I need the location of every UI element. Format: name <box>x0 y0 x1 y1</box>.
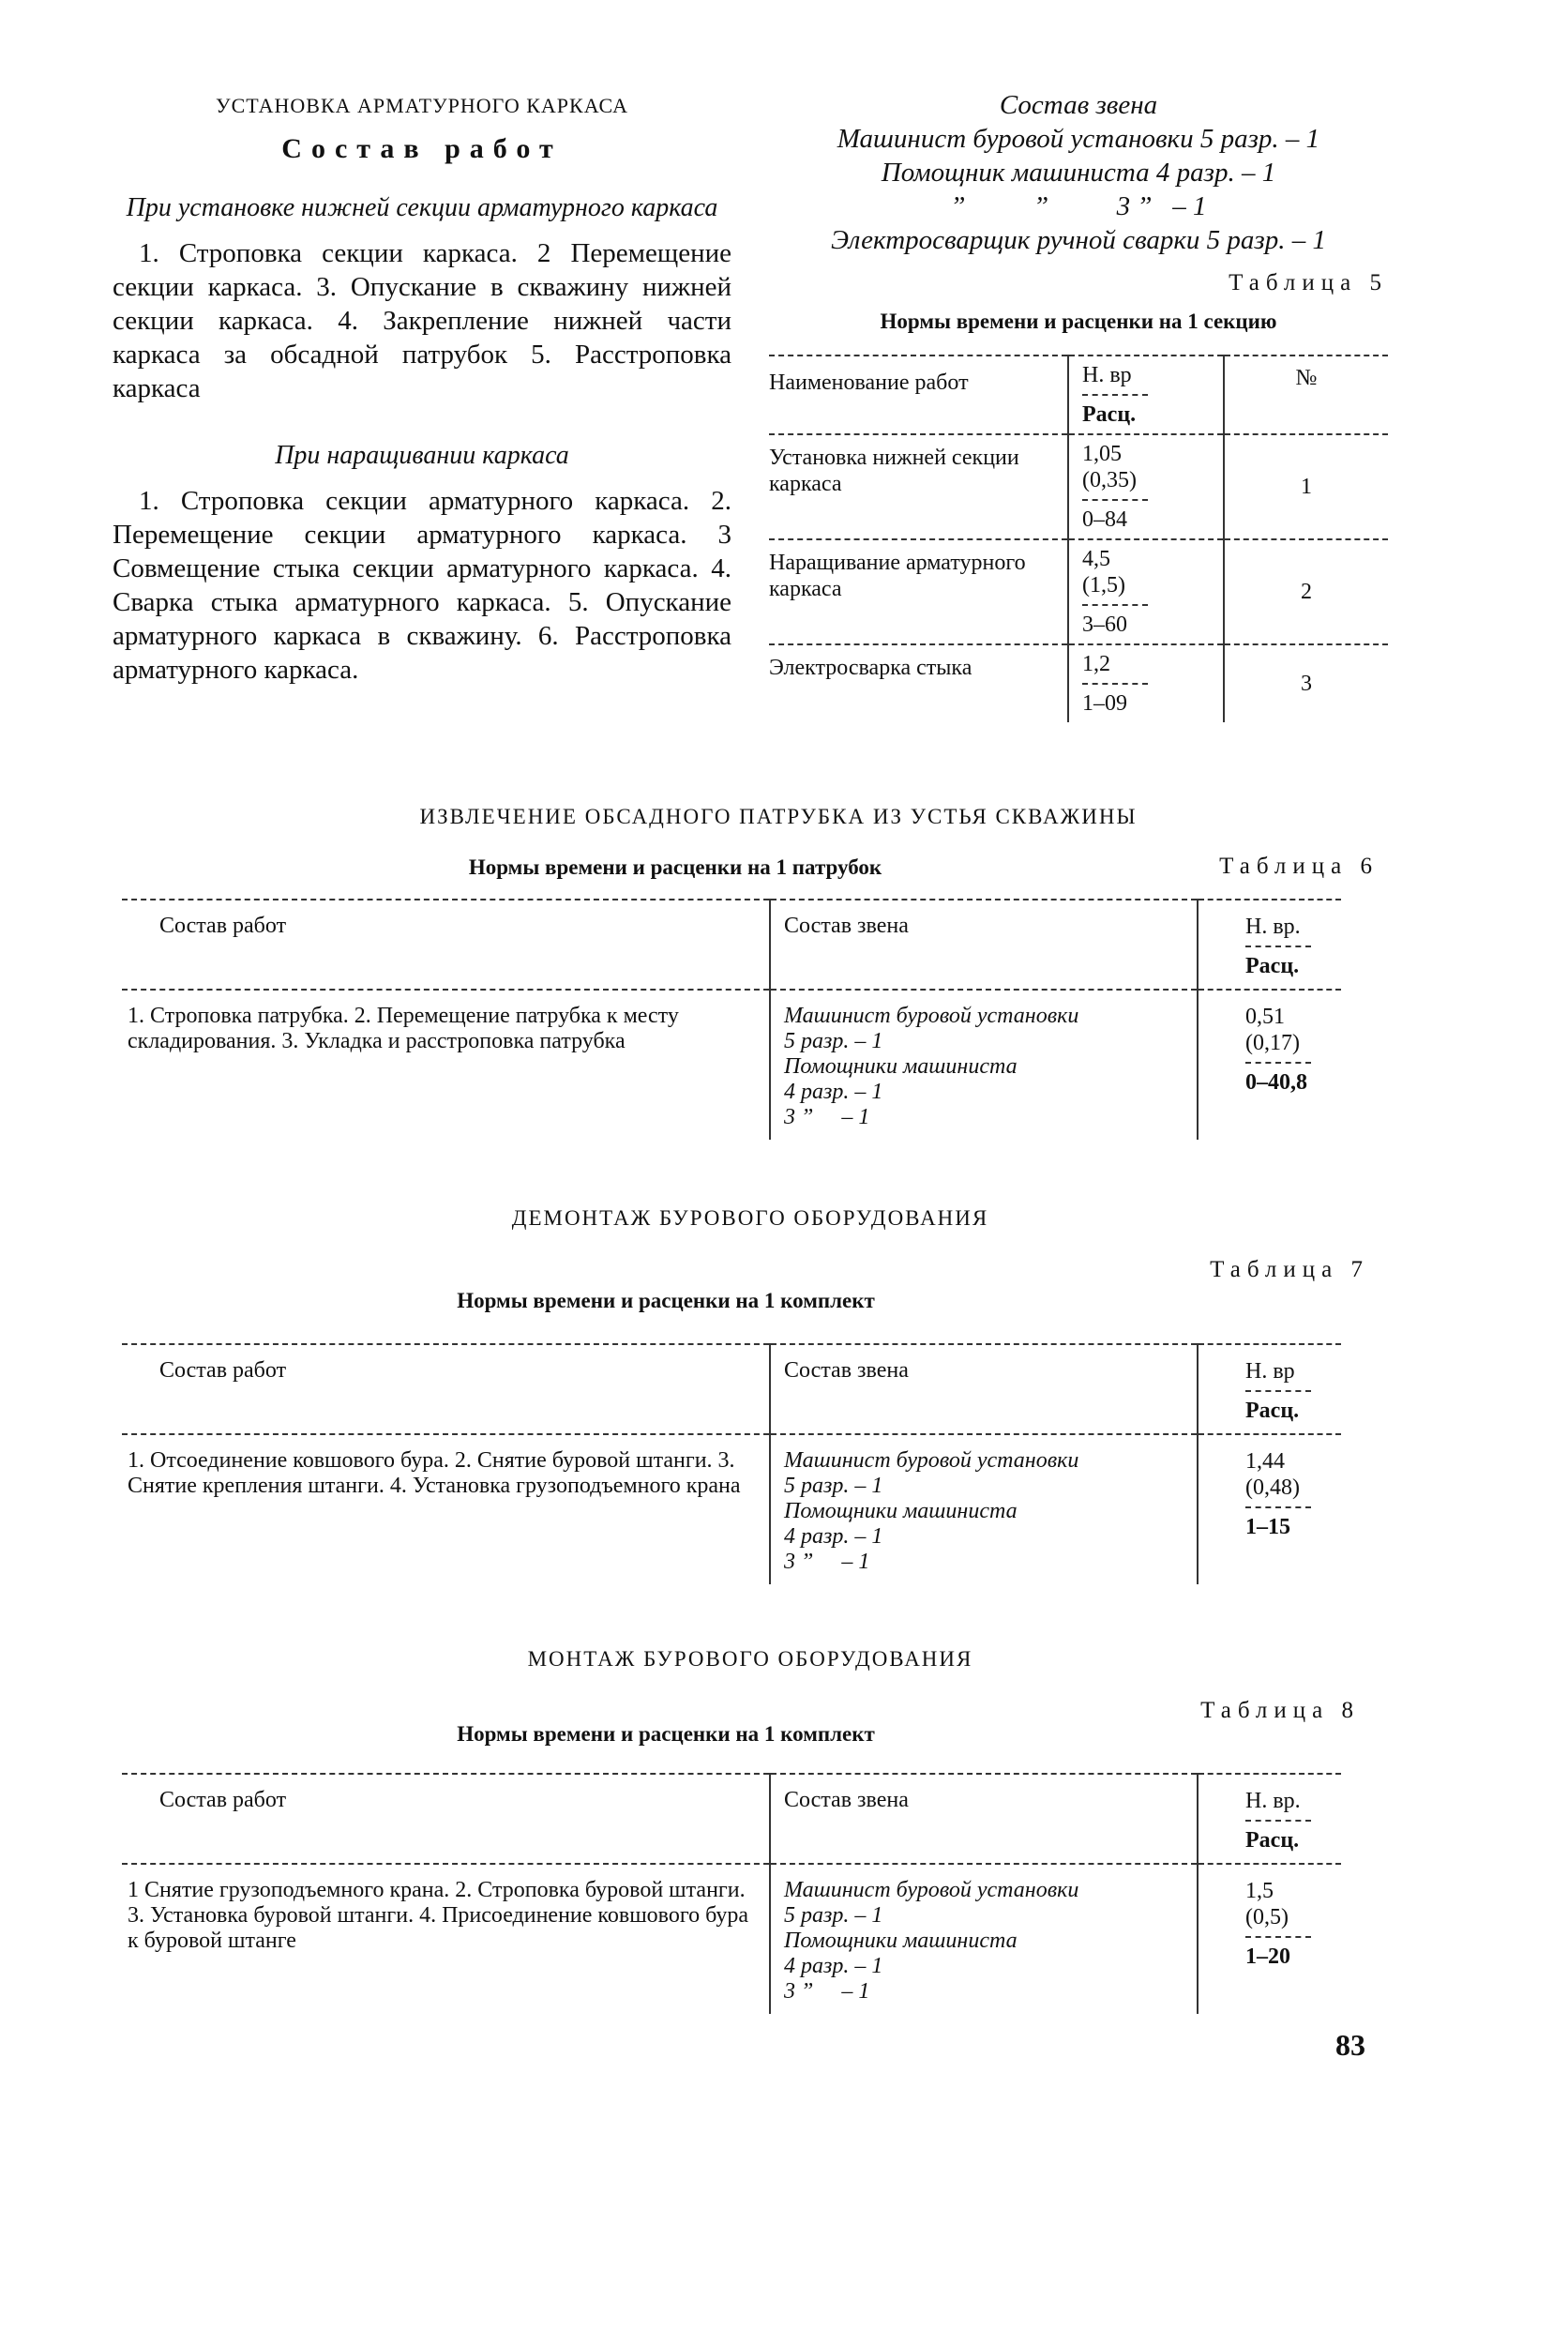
table-row <box>122 990 1341 1140</box>
row-norm-rate: 1,05 (0,35) 0–84 <box>1068 434 1224 539</box>
header-work: Состав работ <box>122 900 770 990</box>
table-8 <box>122 1773 1341 2014</box>
header-crew: Состав звена <box>770 900 1198 990</box>
row-number: 1 <box>1224 434 1388 539</box>
header-norm-rate: Н. вр Расц. <box>1068 356 1224 434</box>
table-row <box>769 356 1388 434</box>
table-8-label: Таблица 8 <box>1200 1698 1360 1723</box>
table-5 <box>769 355 1388 722</box>
table-6 <box>122 899 1341 1140</box>
section-heading-frame: УСТАНОВКА АРМАТУРНОГО КАРКАСА <box>216 94 628 117</box>
lower-section-title: При установке нижней секции арматурного каркаса <box>126 193 718 222</box>
table-7-section-title: ДЕМОНТАЖ БУРОВОГО ОБОРУДОВАНИЯ <box>511 1206 989 1230</box>
header-work: Состав работ <box>122 1344 770 1434</box>
work-text: 1. Строповка патрубка. 2. Перемещение патрубка к месту складирования. 3. Укладка и расстроповка патрубка <box>122 990 770 1140</box>
table-row <box>122 1434 1341 1584</box>
table-row <box>769 434 1388 539</box>
table-6-caption: Нормы времени и расценки на 1 патрубок <box>468 855 882 879</box>
norm-rate: 0,51 (0,17) 0–40,8 <box>1198 990 1341 1140</box>
work-composition-heading: Состав работ <box>281 133 563 164</box>
norm-rate: 1,5 (0,5) 1–20 <box>1198 1864 1341 2014</box>
header-norm-rate: Н. вр Расц. <box>1198 1344 1341 1434</box>
table-7-label: Таблица 7 <box>1210 1257 1369 1282</box>
table-6-label: Таблица 6 <box>1219 854 1379 879</box>
crew-line: Машинист буровой установки 5 разр. – 1 <box>837 124 1320 154</box>
row-name: Наращивание арматурного каркаса <box>769 539 1068 644</box>
build-up-title: При наращивании каркаса <box>275 441 569 470</box>
table-7 <box>122 1343 1341 1584</box>
crew-line: Помощник машиниста 4 разр. – 1 <box>881 158 1276 188</box>
row-name: Электросварка стыка <box>769 644 1068 722</box>
row-number: 2 <box>1224 539 1388 644</box>
table-row <box>122 1344 1341 1434</box>
right-column <box>769 88 1388 722</box>
header-name: Наименование работ <box>769 356 1068 434</box>
table-6-section-title: ИЗВЛЕЧЕНИЕ ОБСАДНОГО ПАТРУБКА ИЗ УСТЬЯ СКВАЖИНЫ <box>419 805 1138 828</box>
crew-line: ” ” 3 ” – 1 <box>950 191 1207 221</box>
table-row <box>769 644 1388 722</box>
table-5-label: Таблица 5 <box>1229 270 1388 295</box>
crew-list: Машинист буровой установки 5 разр. – 1 Помощники машиниста 4 разр. – 1 3 ” – 1 <box>770 1864 1198 2014</box>
row-norm-rate: 1,2 1–09 <box>1068 644 1224 722</box>
header-crew: Состав звена <box>770 1774 1198 1864</box>
table-5-caption: Нормы времени и расценки на 1 секцию <box>880 310 1277 333</box>
table-row <box>769 539 1388 644</box>
table-row <box>122 1864 1341 2014</box>
header-norm-rate: Н. вр. Расц. <box>1198 1774 1341 1864</box>
row-name: Установка нижней секции каркаса <box>769 434 1068 539</box>
table-row <box>122 900 1341 990</box>
norm-rate: 1,44 (0,48) 1–15 <box>1198 1434 1341 1584</box>
header-norm-rate: Н. вр. Расц. <box>1198 900 1341 990</box>
table-8-caption: Нормы времени и расценки на 1 комплект <box>457 1722 875 1746</box>
row-norm-rate: 4,5 (1,5) 3–60 <box>1068 539 1224 644</box>
crew-title: Состав звена <box>999 90 1158 120</box>
work-text: 1 Снятие грузоподъемного крана. 2. Строповка буровой штанги. 3. Установка буровой штанги. 4. Присоединение ковшового бура к буровой штанге <box>122 1864 770 2014</box>
work-text: 1. Отсоединение ковшового бура. 2. Снятие буровой штанги. 3. Снятие крепления штанги. 4. Установка грузоподъемного крана <box>122 1434 770 1584</box>
header-crew: Состав звена <box>770 1344 1198 1434</box>
table-row <box>122 1774 1341 1864</box>
crew-list: Машинист буровой установки 5 разр. – 1 Помощники машиниста 4 разр. – 1 3 ” – 1 <box>770 990 1198 1140</box>
crew-line: Электросварщик ручной сварки 5 разр. – 1 <box>831 225 1326 255</box>
crew-list: Машинист буровой установки 5 разр. – 1 Помощники машиниста 4 разр. – 1 3 ” – 1 <box>770 1434 1198 1584</box>
build-up-text: 1. Строповка секции арматурного каркаса. 2. Перемещение секции арматурного каркаса. 3 Совмещение стыка секции арматурного каркаса. 4. Сварка стыка арматурного каркаса. 5. Опускание арматурного каркаса в скважину. 6. Расстроповка арматурного каркаса. <box>113 486 731 685</box>
left-column <box>113 94 731 720</box>
page-number: 83 <box>1335 2028 1365 2062</box>
header-work: Состав работ <box>122 1774 770 1864</box>
row-number: 3 <box>1301 671 1312 696</box>
header-number: № <box>1224 356 1388 434</box>
table-7-caption: Нормы времени и расценки на 1 комплект <box>457 1289 875 1312</box>
lower-section-text: 1. Строповка секции каркаса. 2 Перемещение секции каркаса. 3. Опускание в скважину нижней секции каркаса. 4. Закрепление нижней части каркаса за обсадной патрубок 5. Расстроповка каркаса <box>113 238 731 403</box>
table-8-section-title: МОНТАЖ БУРОВОГО ОБОРУДОВАНИЯ <box>527 1647 973 1671</box>
